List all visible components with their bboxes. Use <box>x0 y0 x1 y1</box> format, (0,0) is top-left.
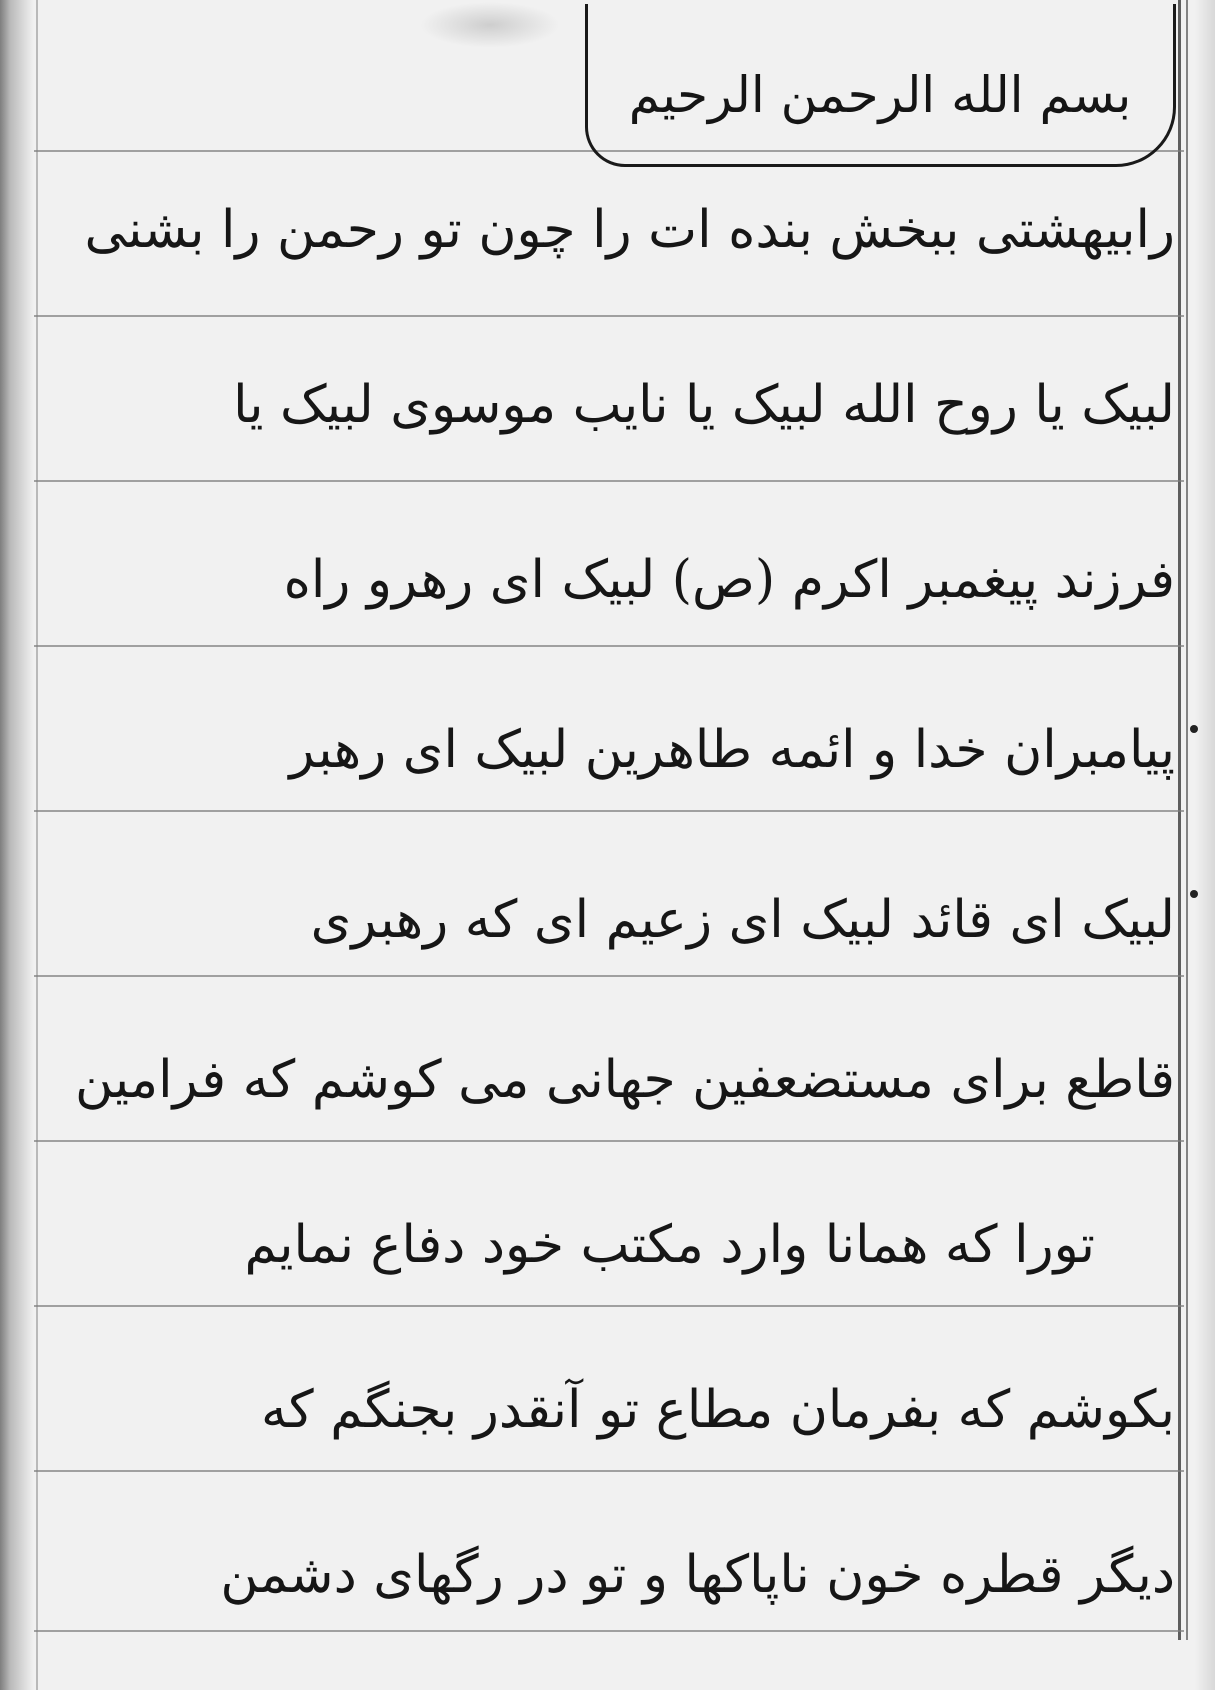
ruled-line <box>34 480 1184 482</box>
right-margin-line <box>1178 0 1181 1640</box>
right-margin-line-secondary <box>1186 0 1188 1640</box>
handwritten-line-3: فرزند پیغمبر اکرم (ص) لبیک ای رهرو راه <box>283 550 1175 610</box>
handwritten-line-1: رابیهشتی ببخش بنده ات را چون تو رحمن را بشنی <box>84 200 1175 260</box>
margin-dot <box>1190 725 1198 733</box>
ruled-line <box>34 975 1184 977</box>
ruled-line <box>34 1305 1184 1307</box>
scan-smudge <box>420 2 560 48</box>
handwritten-line-9: دیگر قطره خون ناپاکها و تو در رگهای دشمن <box>220 1545 1175 1605</box>
handwritten-line-8: بکوشم که بفرمان مطاع تو آنقدر بجنگم که <box>261 1380 1175 1440</box>
handwritten-line-2: لبیک یا روح الله لبیک یا نایب موسوی لبیک یا <box>233 375 1175 435</box>
ruled-line <box>34 315 1184 317</box>
ruled-line <box>34 1470 1184 1472</box>
basmala-heading: بسم الله الرحمن الرحیم <box>628 66 1132 124</box>
paper-left-edge <box>0 0 34 1690</box>
handwritten-line-4: پیامبران خدا و ائمه طاهرین لبیک ای رهبر <box>289 720 1175 780</box>
left-margin-line <box>36 0 38 1690</box>
ruled-line <box>34 1630 1184 1632</box>
ruled-line <box>34 645 1184 647</box>
paper-right-edge <box>1195 0 1215 1690</box>
handwritten-line-6: قاطع برای مستضعفین جهانی می کوشم که فرامین <box>75 1050 1175 1110</box>
handwritten-line-7: تورا که همانا وارد مکتب خود دفاع نمایم <box>244 1215 1095 1275</box>
ruled-line <box>34 810 1184 812</box>
handwritten-line-5: لبیک ای قائد لبیک ای زعیم ای که رهبری <box>310 890 1175 950</box>
margin-dot <box>1190 890 1198 898</box>
ruled-line <box>34 1140 1184 1142</box>
